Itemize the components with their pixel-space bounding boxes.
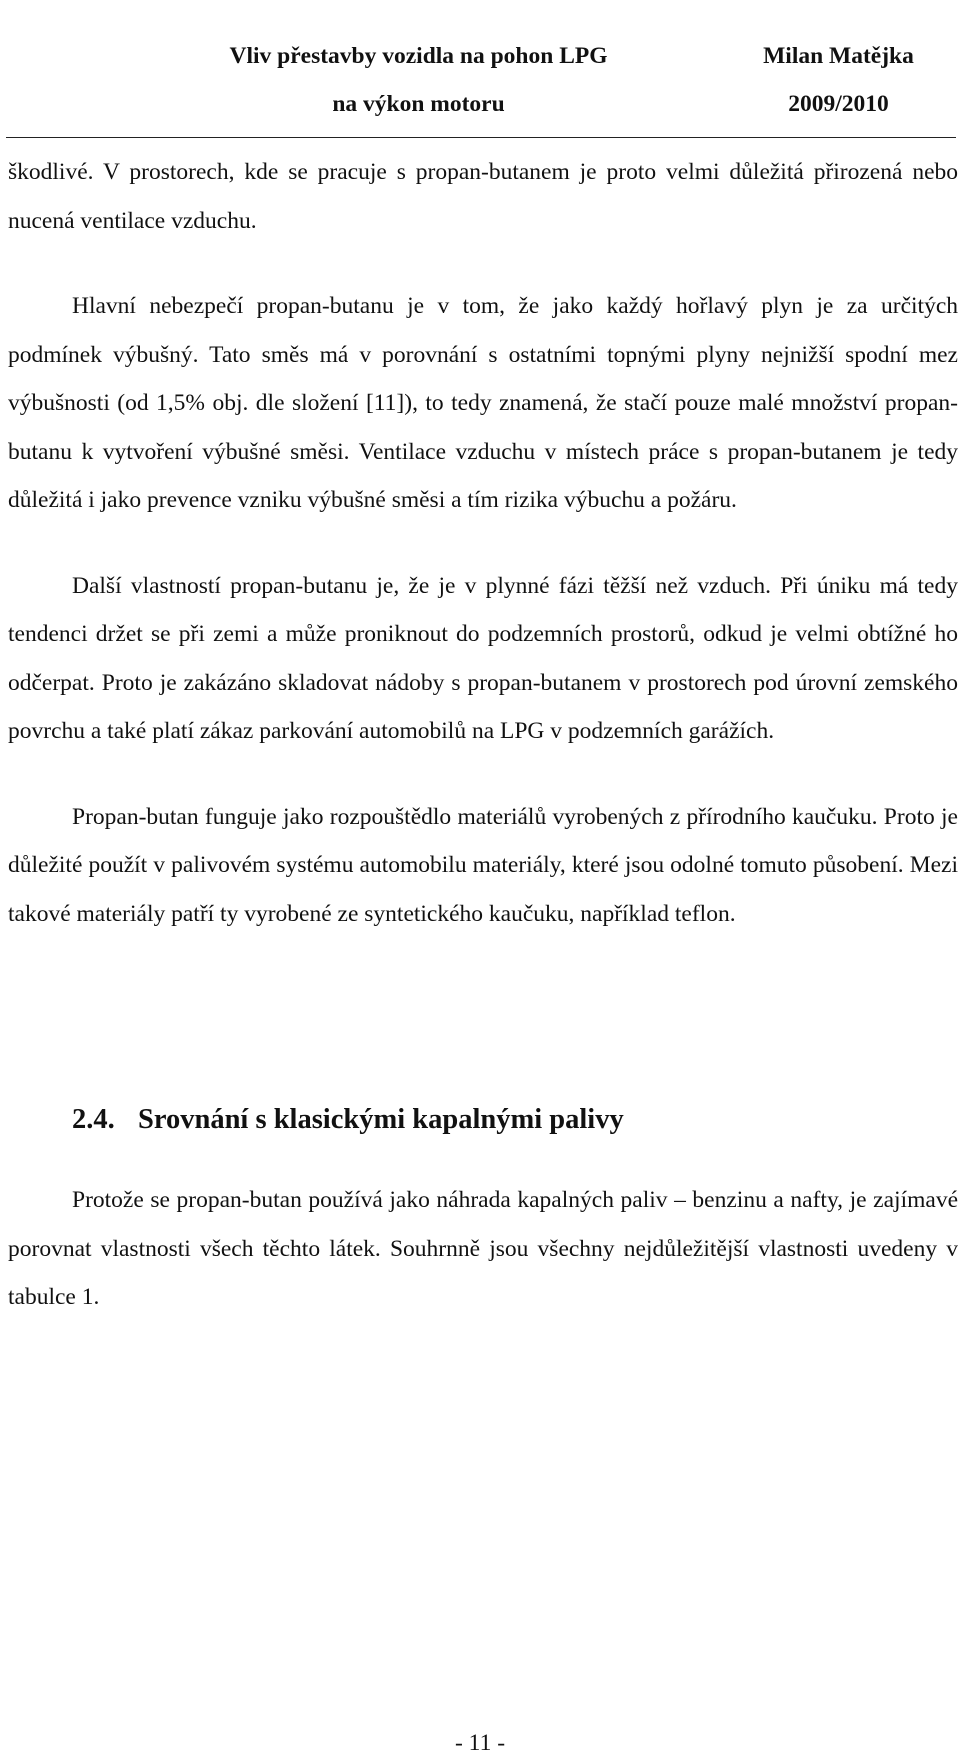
paragraph-solvent: Propan-butan funguje jako rozpouštědlo materiálů vyrobených z přírodního kaučuku. Proto je důležité použít v palivovém systému automobilu materiály, které jsou odolné tomuto působení. Mezi takové materiály patří ty vyrobené ze syntetického kaučuku, například teflon.: [8, 803, 958, 927]
section-number: 2.4.: [72, 1104, 115, 1135]
page-number: - 11 -: [454, 1730, 506, 1756]
section-title: Srovnání s klasickými kapalnými palivy: [138, 1104, 624, 1135]
page-header: [186, 32, 926, 128]
section-body: [8, 1176, 958, 1322]
header-title-line1: Vliv přestavby vozidla na pohon LPG: [229, 43, 608, 69]
paragraph-gap: [8, 756, 958, 793]
body-text: [8, 148, 958, 938]
section-heading: [72, 1096, 952, 1144]
header-year: 2009/2010: [788, 91, 889, 117]
header-row-1: [186, 32, 926, 80]
paragraph-continuation: škodlivé. V prostorech, kde se pracuje s propan-butanem je proto velmi důležitá přirozená nebo nucená ventilace vzduchu.: [8, 159, 958, 234]
header-author: Milan Matějka: [763, 43, 914, 69]
paragraph-gap: [8, 525, 958, 562]
header-row-2: [186, 80, 926, 128]
paragraph-explosion-hazard: Hlavní nebezpečí propan-butanu je v tom, že jako každý hořlavý plyn je za určitých podmínek výbušný. Tato směs má v porovnání s ostatními topnými plyny nejnižší spodní mez výbušnosti (od 1,5% obj. dle složení [11]), to tedy znamená, že stačí pouze malé množství propan-butanu k vytvoření výbušné směsi. Ventilace vzduchu v místech práce s propan-butanem je tedy důležitá i jako prevence vzniku výbušné směsi a tím rizika výbuchu a požáru.: [8, 293, 958, 513]
header-title-line2: na výkon motoru: [332, 91, 505, 117]
paragraph-density: Další vlastností propan-butanu je, že je v plynné fázi těžší než vzduch. Při úniku má tedy tendenci držet se při zemi a může proniknout do podzemních prostorů, odkud je velmi obtížné ho odčerpat. Proto je zakázáno skladovat nádoby s propan-butanem v prostorech pod úrovní zemského povrchu a také platí zákaz parkování automobilů na LPG v podzemních garážích.: [8, 572, 958, 744]
paragraph-comparison: Protože se propan-butan používá jako náhrada kapalných paliv – benzinu a nafty, je zajímavé porovnat vlastnosti všech těchto látek. Souhrnně jsou všechny nejdůležitější vlastnosti uvedeny v tabulce 1.: [8, 1187, 958, 1310]
header-divider: [6, 137, 956, 138]
paragraph-gap: [8, 245, 958, 282]
